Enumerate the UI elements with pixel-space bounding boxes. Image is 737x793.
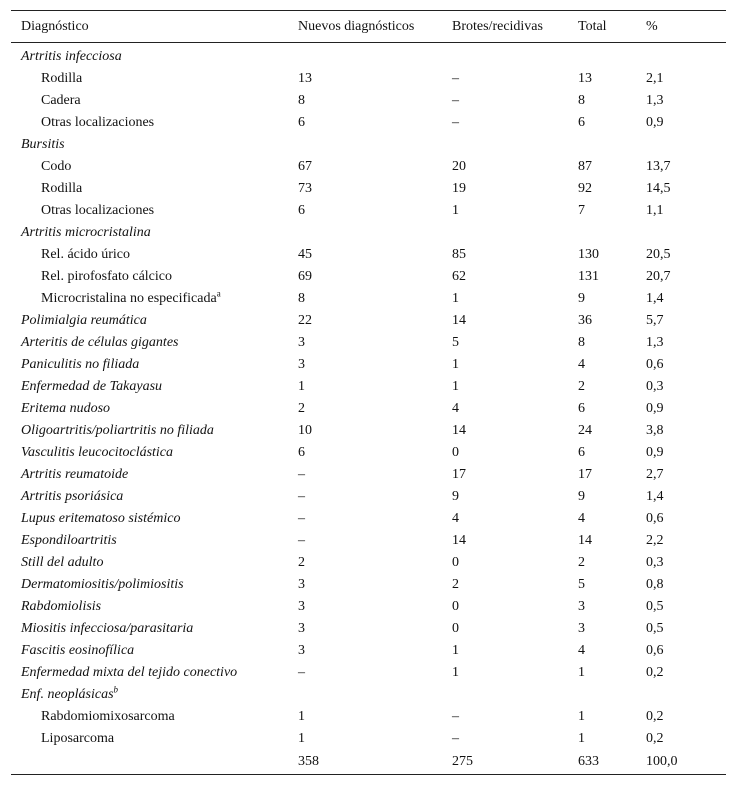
percent-cell bbox=[646, 43, 726, 69]
relapses-cell: 17 bbox=[452, 467, 466, 482]
percent-cell: 2,7 bbox=[646, 467, 664, 482]
table-row bbox=[11, 530, 726, 552]
new-diagnoses-cell: 67 bbox=[298, 159, 312, 174]
diagnosis-text: Rodilla bbox=[41, 71, 83, 86]
relapses-cell: 20 bbox=[452, 159, 466, 174]
diagnosis-label bbox=[11, 464, 298, 486]
percent-cell: 0,6 bbox=[646, 643, 664, 658]
new-diagnoses-cell: 3 bbox=[298, 577, 305, 592]
relapses-cell: – bbox=[452, 93, 459, 108]
percent-cell: 0,2 bbox=[646, 709, 664, 724]
new-diagnoses-cell: 2 bbox=[298, 401, 305, 416]
total-cell: 87 bbox=[578, 159, 592, 174]
new-diagnoses-cell: 358 bbox=[298, 750, 452, 775]
relapses-cell: 1 bbox=[452, 643, 459, 658]
total-cell: 1 bbox=[578, 709, 585, 724]
subcategory-label bbox=[11, 728, 298, 750]
header-diagnosis: Diagnóstico bbox=[11, 11, 298, 43]
relapses-cell: 19 bbox=[452, 181, 466, 196]
percent-cell: 0,3 bbox=[646, 555, 664, 570]
percent-cell: 0,2 bbox=[646, 665, 664, 680]
percent-cell: 1,1 bbox=[646, 203, 664, 218]
table-row bbox=[11, 662, 726, 684]
relapses-cell: 14 bbox=[452, 313, 466, 328]
new-diagnoses-cell bbox=[298, 684, 452, 706]
diagnosis-text: Espondiloartritis bbox=[21, 533, 117, 548]
diagnosis-label bbox=[11, 332, 298, 354]
table-row bbox=[11, 310, 726, 332]
table-row bbox=[11, 156, 726, 178]
subcategory-label bbox=[11, 156, 298, 178]
percent-cell: 0,6 bbox=[646, 511, 664, 526]
new-diagnoses-cell: 8 bbox=[298, 93, 305, 108]
table-row bbox=[11, 200, 726, 222]
new-diagnoses-cell: 3 bbox=[298, 357, 305, 372]
table-row bbox=[11, 618, 726, 640]
table-body bbox=[11, 43, 726, 775]
diagnosis-table-container bbox=[11, 10, 726, 775]
diagnosis-label bbox=[11, 43, 298, 69]
diagnosis-text: Enfermedad mixta del tejido conectivo bbox=[21, 665, 238, 680]
new-diagnoses-cell: 6 bbox=[298, 203, 305, 218]
relapses-cell: 4 bbox=[452, 511, 459, 526]
table-row bbox=[11, 552, 726, 574]
diagnosis-label bbox=[11, 684, 298, 706]
table-row bbox=[11, 90, 726, 112]
diagnosis-label bbox=[11, 222, 298, 244]
new-diagnoses-cell: 6 bbox=[298, 445, 305, 460]
percent-cell: 13,7 bbox=[646, 159, 671, 174]
table-row bbox=[11, 68, 726, 90]
total-cell: 3 bbox=[578, 599, 585, 614]
percent-cell: 0,5 bbox=[646, 599, 664, 614]
diagnosis-label bbox=[11, 354, 298, 376]
relapses-cell bbox=[452, 43, 578, 69]
diagnosis-label bbox=[11, 134, 298, 156]
relapses-cell: 1 bbox=[452, 379, 459, 394]
new-diagnoses-cell: 10 bbox=[298, 423, 312, 438]
subcategory-label bbox=[11, 68, 298, 90]
diagnosis-text: Paniculitis no filiada bbox=[21, 357, 140, 372]
subcategory-label bbox=[11, 178, 298, 200]
diagnosis-text: Miositis infecciosa/parasitaria bbox=[21, 621, 194, 636]
diagnosis-text: Artritis reumatoide bbox=[21, 467, 129, 482]
total-cell: 6 bbox=[578, 115, 585, 130]
new-diagnoses-cell: – bbox=[298, 511, 305, 526]
footnote-marker: b bbox=[113, 684, 119, 695]
diagnosis-text: Vasculitis leucocitoclástica bbox=[21, 445, 174, 460]
relapses-cell: – bbox=[452, 71, 459, 86]
total-cell bbox=[578, 684, 646, 706]
relapses-cell: 85 bbox=[452, 247, 466, 262]
total-cell: 6 bbox=[578, 445, 585, 460]
percent-cell: 100,0 bbox=[646, 750, 726, 775]
total-cell: 17 bbox=[578, 467, 592, 482]
percent-cell: 1,3 bbox=[646, 93, 664, 108]
subcategory-label bbox=[11, 266, 298, 288]
table-row bbox=[11, 266, 726, 288]
table-row bbox=[11, 288, 726, 310]
new-diagnoses-cell bbox=[298, 222, 452, 244]
diagnosis-text: Rel. ácido úrico bbox=[41, 247, 131, 262]
table-row bbox=[11, 354, 726, 376]
diagnosis-text: Microcristalina no especificada bbox=[41, 291, 217, 306]
relapses-cell: 14 bbox=[452, 423, 466, 438]
header-total: Total bbox=[578, 11, 646, 43]
total-cell bbox=[578, 43, 646, 69]
diagnosis-text: Dermatomiositis/polimiositis bbox=[21, 577, 184, 592]
percent-cell: 2,2 bbox=[646, 533, 664, 548]
relapses-cell: 2 bbox=[452, 577, 459, 592]
total-cell: 2 bbox=[578, 555, 585, 570]
header-percent: % bbox=[646, 11, 726, 43]
table-row bbox=[11, 684, 726, 706]
diagnosis-text: Liposarcoma bbox=[41, 731, 115, 746]
table-row bbox=[11, 43, 726, 69]
diagnosis-label bbox=[11, 596, 298, 618]
diagnosis-text: Fascitis eosinofílica bbox=[21, 643, 135, 658]
relapses-cell: 4 bbox=[452, 401, 459, 416]
new-diagnoses-cell: 3 bbox=[298, 643, 305, 658]
new-diagnoses-cell: – bbox=[298, 665, 305, 680]
new-diagnoses-cell: 1 bbox=[298, 709, 305, 724]
percent-cell: 5,7 bbox=[646, 313, 664, 328]
diagnosis-text: Polimialgia reumática bbox=[21, 313, 147, 328]
table-row bbox=[11, 728, 726, 750]
subcategory-label bbox=[11, 706, 298, 728]
relapses-cell: – bbox=[452, 731, 459, 746]
relapses-cell: 62 bbox=[452, 269, 466, 284]
new-diagnoses-cell: 45 bbox=[298, 247, 312, 262]
table-row bbox=[11, 706, 726, 728]
total-cell: 24 bbox=[578, 423, 592, 438]
percent-cell: 0,9 bbox=[646, 115, 664, 130]
percent-cell: 0,6 bbox=[646, 357, 664, 372]
header-new-diagnoses: Nuevos diagnósticos bbox=[298, 11, 452, 43]
table-row bbox=[11, 574, 726, 596]
relapses-cell: 0 bbox=[452, 445, 459, 460]
diagnosis-text: Rabdomiomixosarcoma bbox=[41, 709, 175, 724]
total-cell: 8 bbox=[578, 335, 585, 350]
new-diagnoses-cell: – bbox=[298, 467, 305, 482]
total-cell: 1 bbox=[578, 731, 585, 746]
header-relapses: Brotes/recidivas bbox=[452, 11, 578, 43]
table-row bbox=[11, 178, 726, 200]
table-row bbox=[11, 442, 726, 464]
percent-cell: 1,3 bbox=[646, 335, 664, 350]
diagnosis-label bbox=[11, 442, 298, 464]
diagnosis-text: Oligoartritis/poliartritis no filiada bbox=[21, 423, 214, 438]
new-diagnoses-cell: 73 bbox=[298, 181, 312, 196]
total-cell: 4 bbox=[578, 357, 585, 372]
new-diagnoses-cell: – bbox=[298, 489, 305, 504]
table-row bbox=[11, 112, 726, 134]
percent-cell: 0,9 bbox=[646, 401, 664, 416]
total-cell bbox=[578, 222, 646, 244]
total-cell: 3 bbox=[578, 621, 585, 636]
new-diagnoses-cell: 3 bbox=[298, 599, 305, 614]
diagnosis-label bbox=[11, 662, 298, 684]
diagnosis-text: Enfermedad de Takayasu bbox=[21, 379, 163, 394]
new-diagnoses-cell: 69 bbox=[298, 269, 312, 284]
diagnosis-text: Rabdomiolisis bbox=[21, 599, 102, 614]
table-row bbox=[11, 134, 726, 156]
diagnosis-text: Artritis infecciosa bbox=[21, 49, 122, 64]
new-diagnoses-cell: 8 bbox=[298, 291, 305, 306]
percent-cell: 14,5 bbox=[646, 181, 671, 196]
diagnosis-table bbox=[11, 10, 726, 775]
total-cell: 130 bbox=[578, 247, 599, 262]
new-diagnoses-cell bbox=[298, 43, 452, 69]
diagnosis-text: Cadera bbox=[41, 93, 81, 108]
total-cell: 4 bbox=[578, 643, 585, 658]
new-diagnoses-cell: 6 bbox=[298, 115, 305, 130]
total-cell: 8 bbox=[578, 93, 585, 108]
table-row bbox=[11, 508, 726, 530]
diagnosis-text: Codo bbox=[41, 159, 72, 174]
percent-cell: 0,5 bbox=[646, 621, 664, 636]
table-row bbox=[11, 464, 726, 486]
table-row bbox=[11, 222, 726, 244]
total-cell: 2 bbox=[578, 379, 585, 394]
table-row bbox=[11, 376, 726, 398]
total-cell bbox=[578, 134, 646, 156]
new-diagnoses-cell: 2 bbox=[298, 555, 305, 570]
relapses-cell: 1 bbox=[452, 665, 459, 680]
relapses-cell: 1 bbox=[452, 357, 459, 372]
total-cell: 9 bbox=[578, 489, 585, 504]
table-row bbox=[11, 640, 726, 662]
percent-cell: 1,4 bbox=[646, 489, 664, 504]
diagnosis-text: Rel. pirofosfato cálcico bbox=[41, 269, 173, 284]
percent-cell bbox=[646, 684, 726, 706]
total-cell: 1 bbox=[578, 665, 585, 680]
table-row bbox=[11, 596, 726, 618]
totals-row bbox=[11, 750, 726, 775]
new-diagnoses-cell: 13 bbox=[298, 71, 312, 86]
relapses-cell bbox=[452, 684, 578, 706]
percent-cell bbox=[646, 222, 726, 244]
subcategory-label bbox=[11, 90, 298, 112]
diagnosis-label bbox=[11, 398, 298, 420]
percent-cell: 0,8 bbox=[646, 577, 664, 592]
relapses-cell: 0 bbox=[452, 555, 459, 570]
diagnosis-label bbox=[11, 618, 298, 640]
new-diagnoses-cell: 1 bbox=[298, 731, 305, 746]
relapses-cell bbox=[452, 222, 578, 244]
diagnosis-text: Bursitis bbox=[21, 137, 65, 152]
new-diagnoses-cell: 22 bbox=[298, 313, 312, 328]
diagnosis-text: Artritis psoriásica bbox=[21, 489, 124, 504]
table-row bbox=[11, 420, 726, 442]
total-cell: 633 bbox=[578, 750, 646, 775]
total-cell: 92 bbox=[578, 181, 592, 196]
new-diagnoses-cell: 3 bbox=[298, 621, 305, 636]
relapses-cell: 275 bbox=[452, 750, 578, 775]
diagnosis-text: Rodilla bbox=[41, 181, 83, 196]
percent-cell: 2,1 bbox=[646, 71, 664, 86]
relapses-cell: 1 bbox=[452, 203, 459, 218]
subcategory-label bbox=[11, 112, 298, 134]
percent-cell: 1,4 bbox=[646, 291, 664, 306]
new-diagnoses-cell: 3 bbox=[298, 335, 305, 350]
table-row bbox=[11, 486, 726, 508]
total-cell: 6 bbox=[578, 401, 585, 416]
relapses-cell: – bbox=[452, 115, 459, 130]
new-diagnoses-cell bbox=[298, 134, 452, 156]
total-cell: 9 bbox=[578, 291, 585, 306]
diagnosis-label bbox=[11, 640, 298, 662]
diagnosis-label bbox=[11, 574, 298, 596]
diagnosis-label bbox=[11, 750, 298, 775]
diagnosis-label bbox=[11, 420, 298, 442]
new-diagnoses-cell: – bbox=[298, 533, 305, 548]
relapses-cell: 1 bbox=[452, 291, 459, 306]
diagnosis-text: Enf. neoplásicas bbox=[21, 687, 114, 702]
diagnosis-text: Lupus eritematoso sistémico bbox=[21, 511, 181, 526]
relapses-cell: – bbox=[452, 709, 459, 724]
total-cell: 7 bbox=[578, 203, 585, 218]
percent-cell: 0,3 bbox=[646, 379, 664, 394]
subcategory-label bbox=[11, 200, 298, 222]
percent-cell: 20,7 bbox=[646, 269, 671, 284]
diagnosis-text: Otras localizaciones bbox=[41, 203, 155, 218]
percent-cell bbox=[646, 134, 726, 156]
total-cell: 13 bbox=[578, 71, 592, 86]
subcategory-label bbox=[11, 288, 298, 310]
diagnosis-label bbox=[11, 486, 298, 508]
total-cell: 5 bbox=[578, 577, 585, 592]
table-row bbox=[11, 332, 726, 354]
table-row bbox=[11, 398, 726, 420]
footnote-marker: a bbox=[216, 288, 221, 299]
diagnosis-label bbox=[11, 508, 298, 530]
diagnosis-text: Artritis microcristalina bbox=[21, 225, 151, 240]
percent-cell: 0,9 bbox=[646, 445, 664, 460]
total-cell: 131 bbox=[578, 269, 599, 284]
percent-cell: 3,8 bbox=[646, 423, 664, 438]
diagnosis-label bbox=[11, 552, 298, 574]
diagnosis-text: Arteritis de células gigantes bbox=[21, 335, 179, 350]
relapses-cell: 5 bbox=[452, 335, 459, 350]
diagnosis-text: Eritema nudoso bbox=[21, 401, 111, 416]
total-cell: 14 bbox=[578, 533, 592, 548]
table-header-row bbox=[11, 11, 726, 43]
diagnosis-label bbox=[11, 310, 298, 332]
diagnosis-label bbox=[11, 376, 298, 398]
diagnosis-label bbox=[11, 530, 298, 552]
total-cell: 36 bbox=[578, 313, 592, 328]
relapses-cell bbox=[452, 134, 578, 156]
new-diagnoses-cell: 1 bbox=[298, 379, 305, 394]
relapses-cell: 9 bbox=[452, 489, 459, 504]
subcategory-label bbox=[11, 244, 298, 266]
relapses-cell: 14 bbox=[452, 533, 466, 548]
table-row bbox=[11, 244, 726, 266]
diagnosis-text: Otras localizaciones bbox=[41, 115, 155, 130]
relapses-cell: 0 bbox=[452, 599, 459, 614]
relapses-cell: 0 bbox=[452, 621, 459, 636]
percent-cell: 0,2 bbox=[646, 731, 664, 746]
percent-cell: 20,5 bbox=[646, 247, 671, 262]
total-cell: 4 bbox=[578, 511, 585, 526]
diagnosis-text: Still del adulto bbox=[21, 555, 104, 570]
